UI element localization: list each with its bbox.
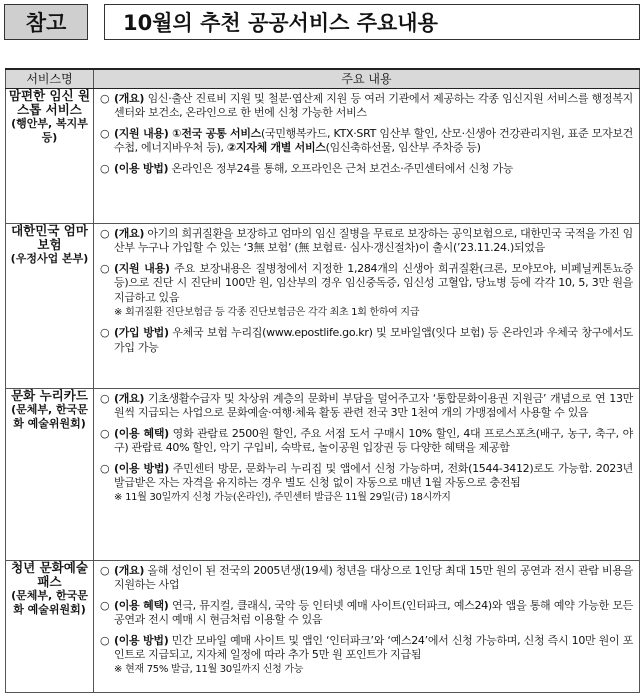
list-item: ○ (개요) 올해 성인이 된 전국의 2005년생(19세) 청년을 대상으로 1인당 최대 15만 원의 공연과 전시 관람 비용을 지원하는 사업 <box>100 564 633 592</box>
column-header-name: 서비스명 <box>6 69 94 89</box>
page-title: 10월의 추천 공공서비스 주요내용 <box>104 4 640 40</box>
footnote: ※ 11월 30일까지 신청 가능(온라인), 주민센터 발급은 11월 29일(금) 18시까지 <box>114 492 451 504</box>
footnote-text: 현재 75% 발급, 11월 30일까지 신청 가능 <box>125 664 304 676</box>
list-item: ○ (이용 방법) 민간 모바일 예매 사이트 및 앱인 ‘인터파크’와 ‘예스24’에서 신청 가능하며, 신청 즉시 10만 원이 포인트로 지급되고, 지자체 일정에 따라 추가 5만 원 포인트가 지급됨 <box>100 633 633 662</box>
service-name-cell <box>6 389 94 561</box>
item-text: 주요 보장내용은 질병청에서 지정한 1,284개의 신생아 희귀질환(크론, 모야모야, 비페닐케톤뇨증 등)으로 진단 시 진단비 100만 원, 임산부의 경우 임신중독증, 임신성 고혈압, 당뇨병 등에 각각 10, 5, 3만 원을 지급하고 있음 <box>114 261 633 304</box>
item-label: (이용 혜택) <box>114 598 169 612</box>
table-row <box>6 89 640 224</box>
footnote-text: 11월 30일까지 신청 가능(온라인), 주민센터 발급은 11월 29일(금) 18시까지 <box>125 492 451 504</box>
service-content-cell <box>94 561 640 693</box>
item-label: (이용 혜택) <box>114 426 169 440</box>
item-bold: ①전국 공통 서비스 <box>168 126 261 140</box>
service-content-cell <box>94 224 640 389</box>
list-item: ○ (이용 혜택) 연극, 뮤지컬, 클래식, 국악 등 인터넷 예매 사이트(인터파크, 예스24)와 앱을 통해 예약 가능한 모든 공연과 전시 예매 시 현금처럼 이용할 수 있음 <box>100 598 633 627</box>
footnote-text: 회귀질환 진단보험금 등 각종 진단보험금은 각각 최초 1회 한하여 지급 <box>125 307 420 319</box>
item-text: 영화 관람료 2500원 할인, 주요 서점 도서 구매시 10% 할인, 4대 프로스포츠(배구, 농구, 축구, 야구) 관람료 40% 할인, 악기 구입비, 숙박료, 놀이공원 입장권 등 다양한 혜택을 제공함 <box>114 426 633 455</box>
item-label: (이용 방법) <box>114 461 169 475</box>
service-name: 대한민국 엄마보험 <box>11 223 88 252</box>
item-label: (지원 내용) <box>114 261 170 275</box>
footnote: ※ 회귀질환 진단보험금 등 각종 진단보험금은 각각 최초 1회 한하여 지급 <box>114 307 420 319</box>
table-row <box>6 561 640 693</box>
list-item: ○ (가입 방법) 우체국 보험 누리집(www.epostlife.go.kr) 및 모바일앱(잇다 보험) 등 온라인과 우체국 창구에서도 가입 가능 <box>100 326 633 354</box>
item-text: 주민센터 방문, 문화누리 누리집 및 앱에서 신청 가능하며, 전화(1544-3412)로도 가능함. 2023년 발급받은 자는 자격을 유지하는 경우 별도 신청 없이 자동으로 매년 1월 자동으로 충전됨 <box>114 461 633 490</box>
item-text: (국민행복카드, KTX·SRT 임산부 할인, 산모·신생아 건강관리지원, 표준 모자보건수첩, 에너지바우처 등), <box>114 126 633 155</box>
item-label: (이용 방법) <box>114 161 169 175</box>
service-name-cell <box>6 89 94 224</box>
column-header-content: 주요 내용 <box>94 69 640 89</box>
list-item: ○ (이용 혜택) 영화 관람료 2500원 할인, 주요 서점 도서 구매시 10% 할인, 4대 프로스포츠(배구, 농구, 축구, 야구) 관람료 40% 할인, 악기 구입비, 숙박료, 놀이공원 입장권 등 다양한 혜택을 제공함 <box>100 426 633 455</box>
list-item: ○ (개요) 임신·출산 진료비 지원 및 철분·엽산제 지원 등 여러 기관에서 제공하는 각종 임신지원 서비스를 행정복지센터와 보건소, 온라인으로 한 번에 신청 가능한 서비스 <box>100 92 633 120</box>
service-name: 문화 누리카드 <box>11 388 88 403</box>
service-org: (행안부, 복지부 등) <box>11 117 88 144</box>
list-item: ○ (개요) 기초생활수급자 및 차상위 계층의 문화비 부담을 덜어주고자 ‘통합문화이용권 지원금’ 개념으로 연 13만 원씩 지급되는 사업으로 문화예술·여행·체육 활동 관련 전국 3만 1천여 개의 가맹점에서 사용할 수 있음 <box>100 392 633 420</box>
service-name-cell <box>6 561 94 693</box>
table-header-row <box>6 69 640 89</box>
item-text: (임신축하선물, 임산부 주차증 등) <box>325 141 481 155</box>
item-text: 아기의 희귀질환을 보장하고 엄마의 임신 질병을 무료로 보장하는 공익보험으로, 대한민국 국적을 가진 임산부 누구나 가입할 수 있는 ‘3無 보험’ (無 보험료· 심사·갱신절차)이 출시(’23.11.24.)되었음 <box>114 227 633 255</box>
item-text: 올해 성인이 된 전국의 2005년생(19세) 청년을 대상으로 1인당 최대 15만 원의 공연과 전시 관람 비용을 지원하는 사업 <box>114 564 633 592</box>
item-label: (개요) <box>114 564 145 577</box>
header-label: 참고 <box>4 4 88 40</box>
service-org: (문체부, 한국문화 예술위원회) <box>11 589 88 616</box>
services-table <box>5 68 640 693</box>
item-text: 민간 모바일 예매 사이트 및 앱인 ‘인터파크’와 ‘예스24’에서 신청 가능하며, 신청 즉시 10만 원이 포인트로 지급되고, 지자체 일정에 따라 추가 5만 원 포인트가 지급됨 <box>114 633 633 662</box>
list-item: ○ (이용 방법) 주민센터 방문, 문화누리 누리집 및 앱에서 신청 가능하며, 전화(1544-3412)로도 가능함. 2023년 발급받은 자는 자격을 유지하는 경우 별도 신청 없이 자동으로 매년 1월 자동으로 충전됨 <box>100 461 633 490</box>
table-row <box>6 389 640 561</box>
table-row <box>6 224 640 389</box>
footnote: ※ 현재 75% 발급, 11월 30일까지 신청 가능 <box>114 664 304 676</box>
item-bold: ②지자체 개별 서비스 <box>226 141 326 155</box>
list-item: ○ (지원 내용) ①전국 공통 서비스(국민행복카드, KTX·SRT 임산부 할인, 산모·신생아 건강관리지원, 표준 모자보건수첩, 에너지바우처 등), ②지자체 개별 서비스(임신축하선물, 임산부 주차증 등) <box>100 126 633 155</box>
item-text: 연극, 뮤지컬, 클래식, 국악 등 인터넷 예매 사이트(인터파크, 예스24)와 앱을 통해 예약 가능한 모든 공연과 전시 예매 시 현금처럼 이용할 수 있음 <box>114 598 633 627</box>
service-name: 맘편한 임신 원스톱 서비스 <box>8 88 91 117</box>
service-org: (우정사업 본부) <box>10 252 89 265</box>
item-label: (개요) <box>114 227 145 240</box>
service-name: 청년 문화예술 패스 <box>11 560 88 589</box>
list-item: ○ (이용 방법) 온라인은 정부24를 통해, 오프라인은 근처 보건소·주민센터에서 신청 가능 <box>100 161 514 175</box>
item-label: (개요) <box>114 392 145 405</box>
list-item: ○ (지원 내용) 주요 보장내용은 질병청에서 지정한 1,284개의 신생아 희귀질환(크론, 모야모야, 비페닐케톤뇨증 등)으로 진단 시 진단비 100만 원, 임산부의 경우 임신중독증, 임신성 고혈압, 당뇨병 등에 각각 10, 5, 3만 원을 지급하고 있음 <box>100 261 633 304</box>
service-content-cell <box>94 89 640 224</box>
item-text: 임신·출산 진료비 지원 및 철분·엽산제 지원 등 여러 기관에서 제공하는 각종 임신지원 서비스를 행정복지센터와 보건소, 온라인으로 한 번에 신청 가능한 서비스 <box>114 92 633 120</box>
page-header <box>4 4 640 40</box>
service-org: (문체부, 한국문화 예술위원회) <box>11 403 88 430</box>
service-name-cell <box>6 224 94 389</box>
list-item: ○ (개요) 아기의 희귀질환을 보장하고 엄마의 임신 질병을 무료로 보장하는 공익보험으로, 대한민국 국적을 가진 임산부 누구나 가입할 수 있는 ‘3無 보험’ (無 보험료· 심사·갱신절차)이 출시(’23.11.24.)되었음 <box>100 227 633 255</box>
item-label: (지원 내용) <box>114 126 169 140</box>
item-label: (개요) <box>114 92 145 105</box>
service-content-cell <box>94 389 640 561</box>
item-text: 온라인은 정부24를 통해, 오프라인은 근처 보건소·주민센터에서 신청 가능 <box>168 161 514 175</box>
item-text: 우체국 보험 누리집(www.epostlife.go.kr) 및 모바일앱(잇다 보험) 등 온라인과 우체국 창구에서도 가입 가능 <box>114 326 633 354</box>
item-text: 기초생활수급자 및 차상위 계층의 문화비 부담을 덜어주고자 ‘통합문화이용권 지원금’ 개념으로 연 13만 원씩 지급되는 사업으로 문화예술·여행·체육 활동 관련 전국 3만 1천여 개의 가맹점에서 사용할 수 있음 <box>114 392 633 420</box>
item-label: (이용 방법) <box>114 633 169 647</box>
item-label: (가입 방법) <box>114 326 169 340</box>
